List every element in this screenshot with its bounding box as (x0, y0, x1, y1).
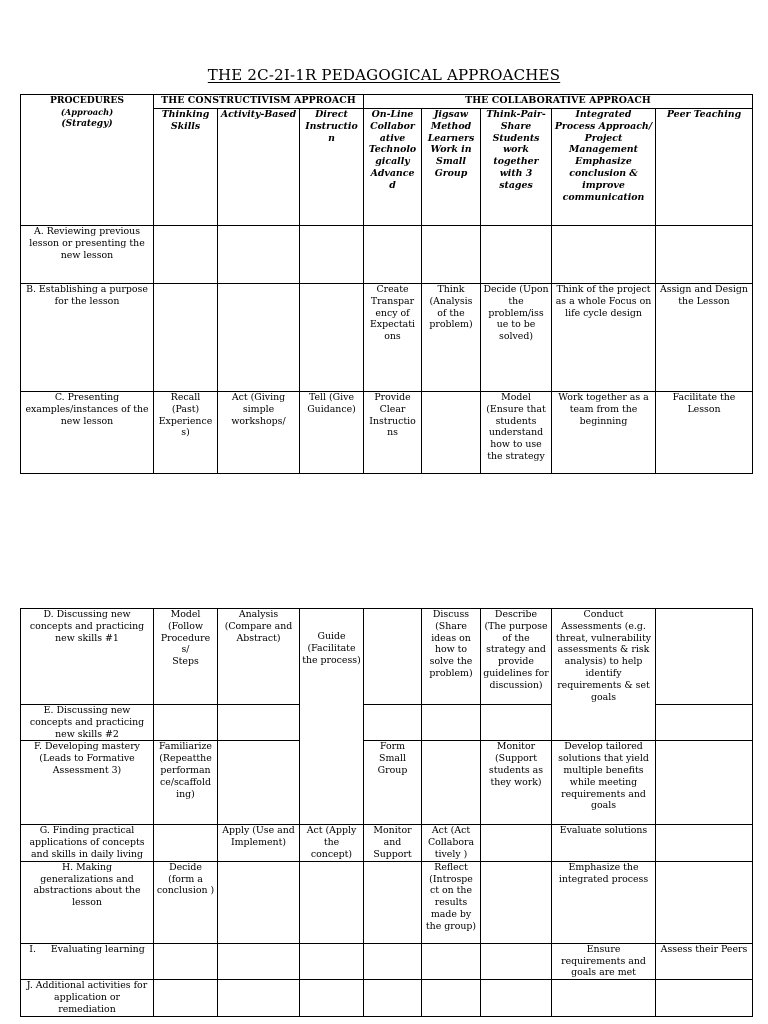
table-cell (154, 943, 218, 979)
table-cell (300, 943, 364, 979)
table-cell (364, 609, 422, 705)
table-row (21, 284, 753, 392)
table-cell (364, 226, 422, 284)
table-cell (154, 980, 218, 1016)
table-cell: Work together as a team from the beginning (552, 392, 656, 474)
table-cell (218, 980, 300, 1016)
table-cell: Decide (form a conclusion ) (154, 861, 218, 943)
table-cell: Assess their Peers (656, 943, 753, 979)
table-cell: Assign and Design the Lesson (656, 284, 753, 392)
procedure-cell: I. Evaluating learning (21, 943, 154, 979)
table-cell: Think (Analysis of the problem) (422, 284, 481, 392)
table-cell: Evaluate solutions (552, 825, 656, 861)
table-cell: Decide (Upon the problem/iss ue to be solved) (481, 284, 552, 392)
procedure-cell: H. Making generalizations and abstractions about the lesson (21, 861, 154, 943)
page-title: THE 2C-2I-1R PEDAGOGICAL APPROACHES (207, 66, 561, 84)
table-cell (481, 825, 552, 861)
collaborative-approach-header: THE COLLABORATIVE APPROACH (364, 95, 753, 109)
table-cell (300, 284, 364, 392)
procedure-cell: G. Finding practical applications of concepts and skills in daily living (21, 825, 154, 861)
table-cell (656, 980, 753, 1016)
table-row (21, 943, 753, 979)
table-cell: Facilitate the Lesson (656, 392, 753, 474)
table-cell (218, 284, 300, 392)
table-cell: Apply (Use and Implement) (218, 825, 300, 861)
table-cell: Recall (Past) Experience s) (154, 392, 218, 474)
table-cell: Provide Clear Instructio ns (364, 392, 422, 474)
table-cell (656, 741, 753, 825)
table-cell (656, 705, 753, 741)
table-cell (552, 226, 656, 284)
procedure-cell: J. Additional activities for application or remediation (21, 980, 154, 1016)
strategy-thinking-skills: Thinking Skills (154, 109, 218, 226)
table-cell: Model (Ensure that students understand how to use the strategy (481, 392, 552, 474)
table-cell (481, 980, 552, 1016)
table-cell: Emphasize the integrated process (552, 861, 656, 943)
approaches-table-bottom (20, 608, 753, 1017)
table-row (21, 861, 753, 943)
table-cell: Think of the project as a whole Focus on life cycle design (552, 284, 656, 392)
table-cell: Act (Apply the concept) (300, 825, 364, 861)
strategy-jigsaw-method: Jigsaw Method Learners Work in Small Group (422, 109, 481, 226)
table-cell (422, 226, 481, 284)
table-cell (154, 284, 218, 392)
approaches-table-top (20, 94, 753, 474)
table-cell (422, 392, 481, 474)
procedure-cell: E. Discussing new concepts and practicing new skills #2 (21, 705, 154, 741)
table-cell (656, 861, 753, 943)
table-row (21, 825, 753, 861)
table-cell (481, 861, 552, 943)
table-cell: Monitor and Support (364, 825, 422, 861)
strategy-peer-teaching: Peer Teaching (656, 109, 753, 226)
table-row (21, 980, 753, 1016)
table-cell (422, 980, 481, 1016)
table-cell: Form Small Group (364, 741, 422, 825)
table-cell: Develop tailored solutions that yield multiple benefits while meeting requirements and goals (552, 741, 656, 825)
table-cell: Model (Follow Procedure s/ Steps (154, 609, 218, 705)
procedures-header-cell (21, 95, 154, 226)
table-cell (422, 705, 481, 741)
table-cell: Describe (The purpose of the strategy and provide guidelines for discussion) (481, 609, 552, 705)
table-cell (364, 943, 422, 979)
approach-label: (Approach) (60, 106, 114, 117)
table-cell (218, 705, 300, 741)
table-cell (481, 226, 552, 284)
constructivism-approach-header: THE CONSTRUCTIVISM APPROACH (154, 95, 364, 109)
table-row (21, 392, 753, 474)
procedure-cell: F. Developing mastery (Leads to Formative Assessment 3) (21, 741, 154, 825)
strategy-online-collaborative: On-Line Collabor ative Technolo gically Advance d (364, 109, 422, 226)
table-cell: Create Transpar ency of Expectati ons (364, 284, 422, 392)
table-cell: Act (Giving simple workshops/ (218, 392, 300, 474)
table-cell (422, 741, 481, 825)
table-cell: Tell (Give Guidance) (300, 392, 364, 474)
procedure-cell: D. Discussing new concepts and practicing new skills #1 (21, 609, 154, 705)
table-cell (300, 980, 364, 1016)
table-cell: Analysis (Compare and Abstract) (218, 609, 300, 705)
table-cell: Reflect (Introspe ct on the results made by the group) (422, 861, 481, 943)
table-cell: Discuss (Share ideas on how to solve the problem) (422, 609, 481, 705)
table-cell: Conduct Assessments (e.g. threat, vulnerability assessments & risk analysis) to help identify requirements & set goals (552, 609, 656, 741)
table-cell (218, 861, 300, 943)
table-cell: Monitor (Support students as they work) (481, 741, 552, 825)
guide-text: Guide (Facilitate the process) (302, 631, 361, 666)
table-cell (218, 943, 300, 979)
table-cell (300, 861, 364, 943)
table-cell (300, 226, 364, 284)
table-cell (656, 226, 753, 284)
table-cell (364, 861, 422, 943)
table-cell (481, 943, 552, 979)
procedure-cell: C. Presenting examples/instances of the new lesson (21, 392, 154, 474)
procedures-header: PROCEDURES (49, 95, 125, 106)
table-cell (364, 705, 422, 741)
table-cell (154, 705, 218, 741)
strategy-activity-based: Activity-Based (218, 109, 300, 226)
strategy-think-pair-share: Think-Pair-Share Students work together with 3 stages (481, 109, 552, 226)
table-cell (481, 705, 552, 741)
table-cell: Ensure requirements and goals are met (552, 943, 656, 979)
procedure-cell: A. Reviewing previous lesson or presenting the new lesson (21, 226, 154, 284)
table-cell (552, 980, 656, 1016)
strategy-label: (Strategy) (61, 118, 113, 129)
table-cell (154, 226, 218, 284)
table-cell: Familiarize (Repeatthe performan ce/scaffold ing) (154, 741, 218, 825)
strategy-direct-instruction: Direct Instructio n (300, 109, 364, 226)
table-cell (422, 943, 481, 979)
table-cell (218, 226, 300, 284)
table-cell (364, 980, 422, 1016)
table-cell (154, 825, 218, 861)
table-row (21, 226, 753, 284)
procedure-cell: B. Establishing a purpose for the lesson (21, 284, 154, 392)
strategy-integrated-process: Integrated Process Approach/ Project Management Emphasize conclusion & improve communication (552, 109, 656, 226)
table-row (21, 741, 753, 825)
table-cell (218, 741, 300, 825)
table-cell (656, 825, 753, 861)
table-cell (300, 609, 364, 825)
table-cell (656, 609, 753, 705)
table-cell: Act (Act Collabora tively ) (422, 825, 481, 861)
table-row (21, 609, 753, 705)
